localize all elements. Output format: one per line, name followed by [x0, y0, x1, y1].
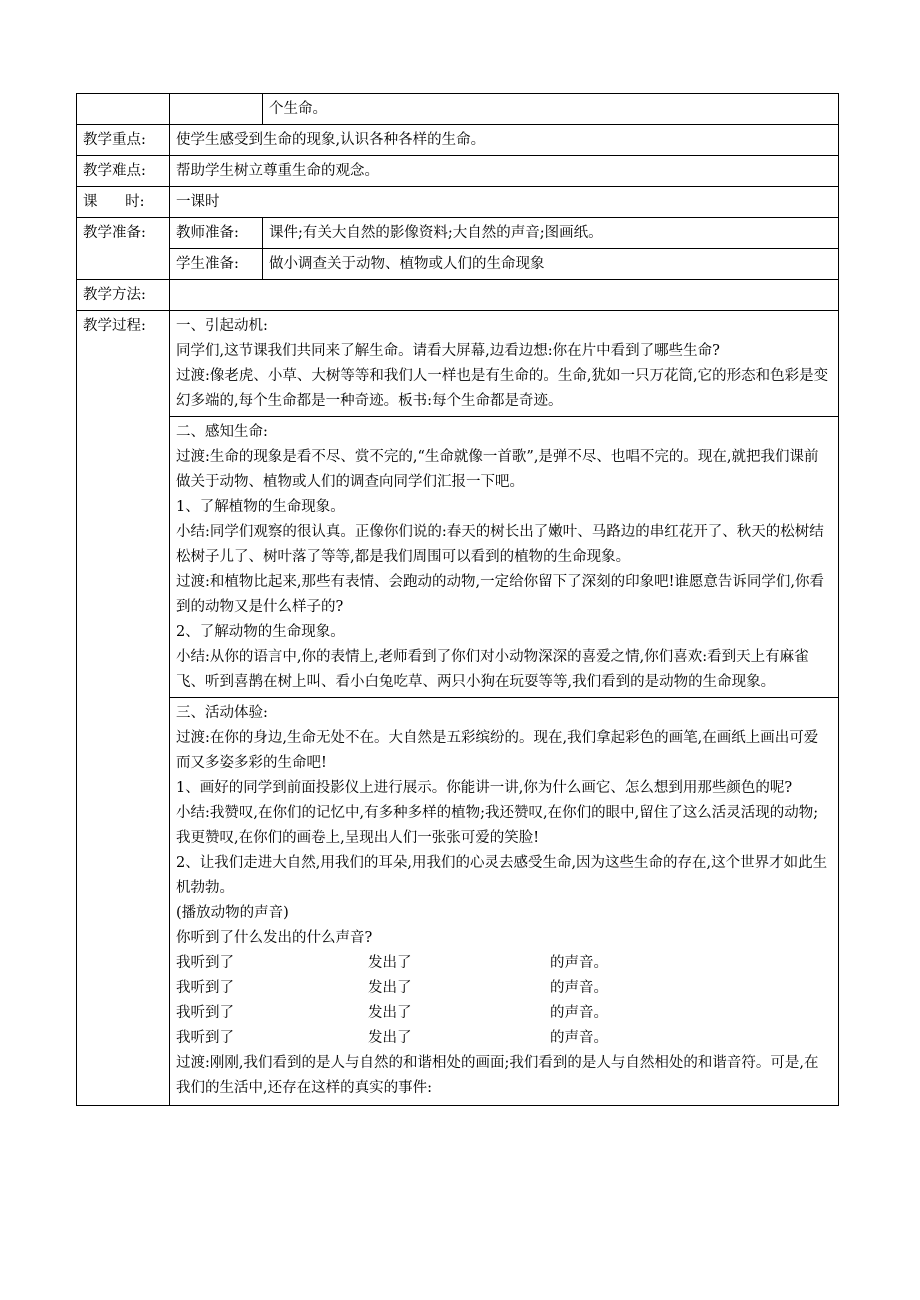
fill-in-line-1	[176, 951, 832, 976]
top-row	[77, 94, 839, 125]
section-3-para-1: 过渡:在你的身边,生命无处不在。大自然是五彩缤纷的。现在,我们拿起彩色的画笔,在画纸上画出可爱而又多姿多彩的生命吧!	[176, 730, 819, 771]
label-student-prep: 学生准备:	[170, 249, 263, 280]
section-2-para-5: 2、了解动物的生命现象。	[176, 624, 345, 640]
row-preparation-teacher	[77, 218, 839, 249]
fill-in-sound: 的声音。	[550, 980, 608, 996]
fill-in-made: 发出了	[368, 1005, 412, 1021]
fill-in-heard: 我听到了	[176, 1030, 234, 1046]
section-2-para-3: 小结:同学们观察的很认真。正像你们说的:春天的树长出了嫩叶、马路边的串红花开了、秋天的松树结松树子儿了、树叶落了等等,都是我们周围可以看到的植物的生命现象。	[176, 524, 824, 565]
section-2-para-1: 过渡:生命的现象是看不尽、赏不完的,“生命就像一首歌”,是弹不尽、也唱不完的。现在,就把我们课前做关于动物、植物或人们的调查向同学们汇报一下吧。	[176, 449, 819, 490]
section-2-para-4: 过渡:和植物比起来,那些有表情、会跑动的动物,一定给你留下了深刻的印象吧!谁愿意告诉同学们,你看到的动物又是什么样子的?	[176, 574, 825, 615]
fill-in-sound: 的声音。	[550, 1005, 608, 1021]
section-3-para-3: 小结:我赞叹,在你们的记忆中,有多种多样的植物;我还赞叹,在你们的眼中,留住了这么活灵活现的动物;我更赞叹,在你们的画卷上,呈现出人们一张张可爱的笑脸!	[176, 805, 819, 846]
section-3-para-4: 2、让我们走进大自然,用我们的耳朵,用我们的心灵去感受生命,因为这些生命的存在,这个世界才如此生机勃勃。	[176, 855, 828, 896]
section-1-title: 一、引起动机:	[176, 318, 268, 334]
label-teacher-prep: 教师准备:	[170, 218, 263, 249]
fill-in-line-2	[176, 976, 832, 1001]
fill-in-made: 发出了	[368, 980, 412, 996]
section-2-title: 二、感知生命:	[176, 424, 268, 440]
value-student-prep: 做小调查关于动物、植物或人们的生命现象	[263, 249, 839, 280]
section-3-title: 三、活动体验:	[176, 705, 268, 721]
row-teaching-difficulty	[77, 156, 839, 187]
section-3-para-2: 1、画好的同学到前面投影仪上进行展示。你能讲一讲,你为什么画它、怎么想到用那些颜色的呢?	[176, 780, 793, 796]
section-3-para-7: 过渡:刚刚,我们看到的是人与自然的和谐相处的画面;我们看到的是人与自然相处的和谐音符。可是,在我们的生活中,还存在这样的真实的事件:	[176, 1055, 819, 1096]
fill-in-heard: 我听到了	[176, 955, 234, 971]
section-1-para-2: 过渡:像老虎、小草、大树等等和我们人一样也是有生命的。生命,犹如一只万花筒,它的形态和色彩是变幻多端的,每个生命都是一种奇迹。板书:每个生命都是奇迹。	[176, 368, 829, 409]
row-teaching-method	[77, 280, 839, 311]
section-3-para-6: 你听到了什么发出的什么声音?	[176, 930, 373, 946]
label-teaching-difficulty: 教学难点:	[77, 156, 170, 187]
fill-in-heard: 我听到了	[176, 980, 234, 996]
top-row-text: 个生命。	[263, 94, 839, 125]
fill-in-heard: 我听到了	[176, 1005, 234, 1021]
section-2-para-2: 1、了解植物的生命现象。	[176, 499, 345, 515]
section-motivation	[170, 311, 839, 417]
row-process-section-1	[77, 311, 839, 417]
section-3-para-5: (播放动物的声音)	[176, 905, 289, 921]
fill-in-line-3	[176, 1001, 832, 1026]
fill-in-sound: 的声音。	[550, 955, 608, 971]
label-teaching-process: 教学过程:	[77, 311, 170, 1106]
label-teaching-method: 教学方法:	[77, 280, 170, 311]
row-process-section-3	[77, 698, 839, 1106]
fill-in-made: 发出了	[368, 1030, 412, 1046]
value-class-hours: 一课时	[170, 187, 839, 218]
value-teaching-difficulty: 帮助学生树立尊重生命的观念。	[170, 156, 839, 187]
fill-in-made: 发出了	[368, 955, 412, 971]
value-teaching-focus: 使学生感受到生命的现象,认识各种各样的生命。	[170, 125, 839, 156]
row-preparation-student	[77, 249, 839, 280]
row-teaching-focus	[77, 125, 839, 156]
section-2-para-6: 小结:从你的语言中,你的表情上,老师看到了你们对小动物深深的喜爱之情,你们喜欢:看到天上有麻雀飞、听到喜鹊在树上叫、看小白兔吃草、两只小狗在玩耍等等,我们看到的是动物的生命现象。	[176, 649, 809, 690]
section-activity	[170, 698, 839, 1106]
label-preparation: 教学准备:	[77, 218, 170, 280]
row-class-hours	[77, 187, 839, 218]
section-perceive-life	[170, 417, 839, 698]
section-1-para-1: 同学们,这节课我们共同来了解生命。请看大屏幕,边看边想:你在片中看到了哪些生命?	[176, 343, 720, 359]
fill-in-sound: 的声音。	[550, 1030, 608, 1046]
lesson-plan-table	[76, 93, 839, 1106]
fill-in-line-4	[176, 1026, 832, 1051]
value-teacher-prep: 课件;有关大自然的影像资料;大自然的声音;图画纸。	[263, 218, 839, 249]
label-teaching-focus: 教学重点:	[77, 125, 170, 156]
row-process-section-2	[77, 417, 839, 698]
value-teaching-method	[170, 280, 839, 311]
label-class-hours: 课 时:	[77, 187, 170, 218]
